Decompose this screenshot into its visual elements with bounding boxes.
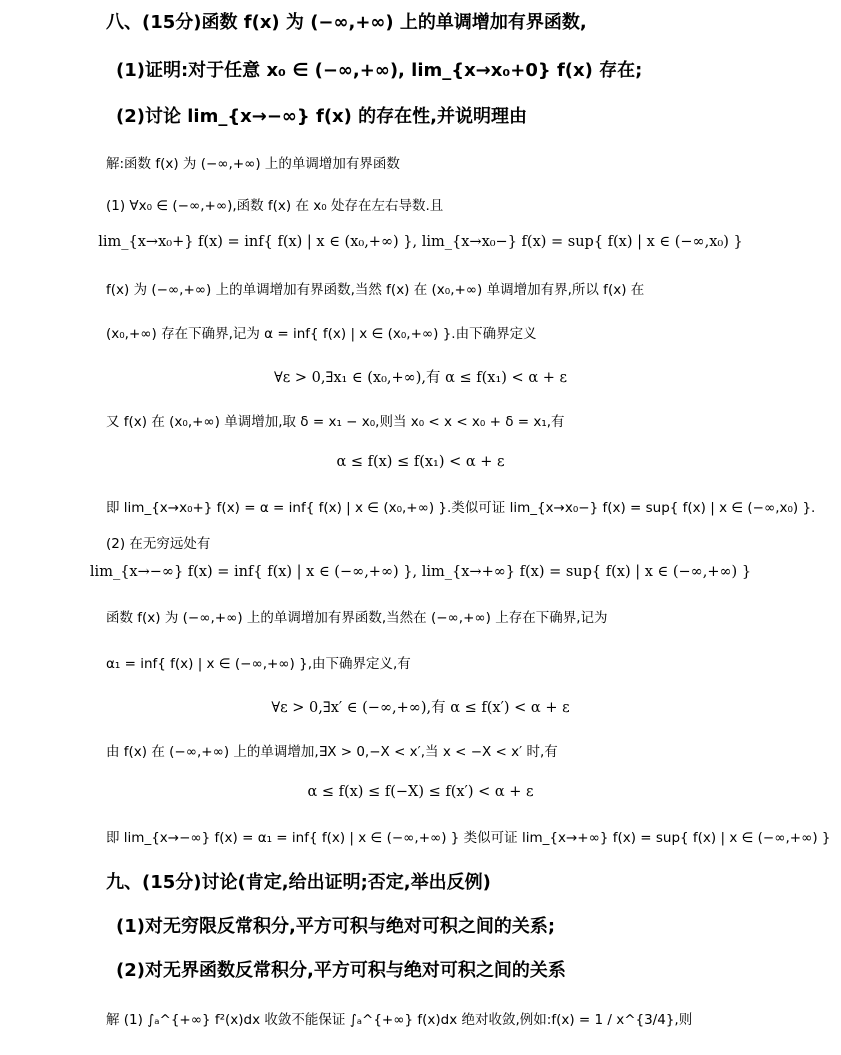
formula-one-sided-limits: lim_{x→x₀+} f(x) = inf{ f(x) | x ∈ (x₀,+∞) }, lim_{x→x₀−} f(x) = sup{ f(x) | x ∈ (−∞,x₀) }: [98, 234, 743, 250]
solution-text-X: 由 f(x) 在 (−∞,+∞) 上的单调增加,∃X > 0,−X < x′,当 x < −X < x′ 时,有: [106, 744, 558, 760]
solution-text-delta: 又 f(x) 在 (x₀,+∞) 单调增加,取 δ = x₁ − x₀,则当 x₀ < x < x₀ + δ = x₁,有: [106, 414, 565, 430]
formula-inequality-2: α ≤ f(x) ≤ f(−X) ≤ f(x′) < α + ε: [307, 784, 534, 800]
solution-part1-start: (1) ∀x₀ ∈ (−∞,+∞),函数 f(x) 在 x₀ 处存在左右导数.且: [106, 198, 444, 214]
solution-part2-start: (2) 在无穷远处有: [106, 536, 211, 552]
problem8-part1: (1)证明:对于任意 x₀ ∈ (−∞,+∞), lim_{x→x₀+0} f(x) 存在;: [116, 60, 643, 81]
formula-infinite-limits: lim_{x→−∞} f(x) = inf{ f(x) | x ∈ (−∞,+∞) }, lim_{x→+∞} f(x) = sup{ f(x) | x ∈ (−∞,+∞) }: [89, 564, 752, 580]
solution-conclusion-1: 即 lim_{x→x₀+} f(x) = α = inf{ f(x) | x ∈ (x₀,+∞) }.类似可证 lim_{x→x₀−} f(x) = sup{ f(x) | x ∈ (−∞,x₀) }.: [106, 500, 816, 516]
solution-text-alpha1: α₁ = inf{ f(x) | x ∈ (−∞,+∞) },由下确界定义,有: [106, 656, 411, 672]
solution-text-infimum: (x₀,+∞) 存在下确界,记为 α = inf{ f(x) | x ∈ (x₀,+∞) }.由下确界定义: [106, 326, 537, 342]
problem9-solution-start: 解 (1) ∫ₐ^{+∞} f²(x)dx 收敛不能保证 ∫ₐ^{+∞} f(x)dx 绝对收敛,例如:f(x) = 1 / x^{3/4},则: [106, 1012, 693, 1028]
formula-inequality-1: α ≤ f(x) ≤ f(x₁) < α + ε: [336, 454, 505, 470]
problem8-title: 八、(15分)函数 f(x) 为 (−∞,+∞) 上的单调增加有界函数,: [106, 12, 587, 33]
solution-text-lower-bound: 函数 f(x) 为 (−∞,+∞) 上的单调增加有界函数,当然在 (−∞,+∞) 上存在下确界,记为: [106, 610, 608, 626]
formula-epsilon-2: ∀ε > 0,∃x′ ∈ (−∞,+∞),有 α ≤ f(x′) < α + ε: [271, 700, 570, 716]
solution-text-bounded: f(x) 为 (−∞,+∞) 上的单调增加有界函数,当然 f(x) 在 (x₀,+∞) 单调增加有界,所以 f(x) 在: [106, 282, 645, 298]
formula-epsilon-1: ∀ε > 0,∃x₁ ∈ (x₀,+∞),有 α ≤ f(x₁) < α + ε: [273, 370, 567, 386]
problem9-part2: (2)对无界函数反常积分,平方可积与绝对可积之间的关系: [116, 960, 566, 981]
problem9-title: 九、(15分)讨论(肯定,给出证明;否定,举出反例): [106, 872, 491, 893]
solution-conclusion-2: 即 lim_{x→−∞} f(x) = α₁ = inf{ f(x) | x ∈ (−∞,+∞) } 类似可证 lim_{x→+∞} f(x) = sup{ f(x) | x ∈ (−∞,+∞) }: [106, 830, 831, 846]
problem9-part1: (1)对无穷限反常积分,平方可积与绝对可积之间的关系;: [116, 916, 556, 937]
problem8-part2: (2)讨论 lim_{x→−∞} f(x) 的存在性,并说明理由: [116, 106, 528, 127]
solution-intro: 解:函数 f(x) 为 (−∞,+∞) 上的单调增加有界函数: [106, 156, 400, 172]
